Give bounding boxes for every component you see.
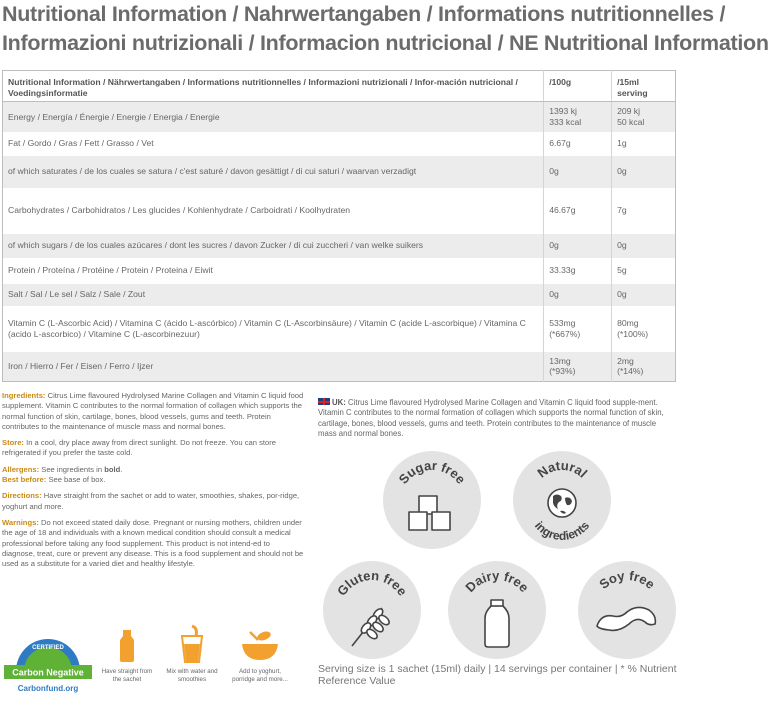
gluten-free-label: Gluten free: [333, 567, 411, 599]
row-per-100g: 0g: [544, 284, 612, 306]
allergens-section: Allergens: See ingredients in bold.: [2, 464, 123, 474]
row-per-100g: [544, 306, 612, 352]
dairy-free-label: Dairy free: [462, 567, 532, 596]
ingredients-text: Citrus Lime flavoured Hydrolysed Marine Collagen and Vitamin C liquid food supplement. Vitamin C contributes to the normal formation of collagen which supports the normal function of skin, cartilage, bones, blood vessels, gums and teeth. Protein contributes to the maintenance of muscle mass and normal bones.: [2, 391, 304, 431]
row-label: of which sugars / de los cuales azúcares / dont les sucres / davon Zucker / di cui zuccheri / van welke suikers: [3, 234, 544, 258]
value-text: 1393 kj 333 kcal: [549, 106, 582, 127]
table-row: [3, 102, 676, 132]
natural-ingredients-icon: [512, 450, 612, 550]
row-per-100g: 0g: [544, 234, 612, 258]
header-per-100g: /100g: [544, 71, 612, 102]
value-text: 13mg (*93%): [549, 355, 576, 377]
dairy-free-badge: [447, 560, 547, 660]
table-row: [3, 258, 676, 284]
row-label: Fat / Gordo / Gras / Fett / Grasso / Vet: [3, 132, 544, 156]
table-row: [3, 188, 676, 234]
row-per-serving: 0g: [612, 156, 676, 188]
ingredients-label: ingredients: [531, 518, 593, 544]
dairy-free-icon: [447, 560, 547, 660]
header-per-serving: /15ml serving: [612, 71, 676, 102]
row-per-serving: [612, 102, 676, 132]
row-per-serving: 0g: [612, 284, 676, 306]
best-before-text: See base of box.: [48, 475, 106, 485]
sugar-free-icon: [382, 450, 482, 550]
row-per-100g: 0g: [544, 156, 612, 188]
header-label: Nutritional Information / Nährwertangaben / Informations nutritionnelles / Informazioni nutrizionali / Infor-mación nutricional / Voedingsinformatie: [3, 71, 544, 102]
row-label: Vitamin C (L-Ascorbic Acid) / Vitamina C (ácido L-ascórbico) / Vitamin C (L-Ascorbinsäure) / Vitamin C (acide L-ascorbique) / Vitamina C (acido L-ascorbico) / Vitamine C (L-ascorbinezuur): [3, 306, 544, 352]
warnings-label: Warnings:: [2, 517, 39, 527]
row-per-serving: [612, 306, 676, 352]
row-per-serving: 5g: [617, 265, 627, 276]
row-label: Energy / Energía / Énergie / Energie / Energia / Energie: [3, 102, 544, 132]
row-per-100g: [544, 352, 612, 382]
directions-label: Directions:: [2, 491, 42, 501]
gluten-free-badge: [322, 560, 422, 660]
glass-caption: Mix with water and smoothies: [166, 668, 218, 683]
soy-free-icon: [577, 560, 677, 660]
title-line-1: Nutritional Information / Nahrwertangaben / Informations nutritionnelles /: [2, 2, 726, 26]
certified-text: CERTIFIED: [32, 645, 64, 651]
row-per-serving: [612, 352, 676, 382]
table-row: [3, 306, 676, 352]
best-before-label: Best before:: [2, 475, 47, 485]
row-per-serving: 1g: [617, 138, 627, 149]
row-label: Carbohydrates / Carbohidratos / Les glucides / Kohlenhydrate / Carboidrati / Koolhydraten: [3, 188, 544, 234]
table-row: [3, 284, 676, 306]
directions-section: [2, 491, 304, 512]
natural-label: Natural: [534, 457, 591, 481]
value-text: 209 kj 50 kcal: [617, 106, 645, 127]
store-section: [2, 438, 304, 459]
uk-flag-icon: [318, 398, 330, 405]
table-row: [3, 234, 676, 258]
product-info-text: [2, 391, 304, 575]
bowl-icon: [240, 628, 280, 662]
row-per-100g: 33.33g: [544, 258, 612, 284]
row-per-100g: 6.67g: [544, 132, 612, 156]
glass-icon: [178, 624, 206, 664]
warnings-text: Do not exceed stated daily dose. Pregnant or nursing mothers, children under the age of 18 and individuals with a known medical condition should consult a medical professional before taking any food supplement. This product is not intend-ed to diagnose, treat, cure or prevent any disease. This is a food supplement and should not be used as a substitute for a varied diet and healthy lifestyle.: [2, 517, 304, 569]
soy-free-label: Soy free: [596, 567, 658, 592]
serving-note: Serving size is 1 sachet (15ml) daily | 14 servings per container | * % Nutrient Reference Value: [318, 663, 677, 687]
best-before-section: [2, 475, 304, 485]
natural-ingredients-badge: [512, 450, 612, 550]
sachet-caption: Have straight from the sachet: [101, 668, 153, 683]
sugar-free-label: Sugar free: [395, 457, 469, 487]
page-title: [0, 0, 769, 58]
ingredients-label: Ingredients:: [2, 391, 46, 400]
store-label: Store:: [2, 438, 24, 448]
sugar-free-badge: [382, 450, 482, 550]
row-per-serving: 7g: [617, 205, 627, 216]
row-per-100g: [544, 102, 612, 132]
uk-text: Citrus Lime flavoured Hydrolysed Marine Collagen and Vitamin C liquid food supple-ment. Vitamin C contributes to the normal formation of collagen which supports the normal function of skin, cartilage, bones, blood vessels, gums and teeth. Protein contributes to the maintenance of muscle mass and normal bones.: [318, 398, 664, 438]
table-header-row: [3, 71, 676, 102]
uk-info-text: [318, 398, 676, 439]
carbon-negative-icon: [2, 625, 94, 697]
soy-free-badge: [577, 560, 677, 660]
store-text: In a cool, dry place away from direct sunlight. Do not freeze. You can store refrigerated if you prefer the taste cold.: [2, 438, 276, 458]
allergens-bold: bold: [104, 464, 121, 474]
row-label: Salt / Sal / Le sel / Salz / Sale / Zout: [3, 284, 544, 306]
carbonfund-text: Carbonfund.org: [17, 684, 79, 693]
table-row: [3, 132, 676, 156]
value-text: 533mg (*667%): [549, 318, 581, 339]
row-per-100g: 46.67g: [544, 188, 612, 234]
table-row: [3, 156, 676, 188]
value-text: 2mg (*14%): [617, 355, 644, 377]
carbon-negative-logo: [2, 625, 94, 702]
row-label: of which saturates / de los cuales se satura / c'est saturé / davon gesättigt / di cui saturi / waarvan verzadigt: [3, 156, 544, 188]
allergens-text: See ingredients in: [41, 464, 103, 474]
allergens-label: Allergens:: [2, 464, 40, 474]
bowl-caption: Add to yoghurt, porridge and more...: [232, 668, 288, 683]
value-text: 80mg (*100%): [617, 318, 649, 339]
row-label: Protein / Proteína / Protéine / Protein / Proteina / Eiwit: [3, 258, 544, 284]
row-per-serving: 0g: [612, 234, 676, 258]
directions-text: Have straight from the sachet or add to water, smoothies, shakes, por-ridge, yoghurt and more.: [2, 491, 300, 511]
nutrition-table: [2, 70, 676, 382]
ingredients-section: [2, 391, 304, 432]
row-label: Iron / Hierro / Fer / Eisen / Ferro / Ijzer: [3, 352, 544, 382]
warnings-section: [2, 518, 304, 569]
title-line-2: Informazioni nutrizionali / Informacion nutricional / NE Nutritional Information: [2, 31, 769, 55]
uk-label: UK:: [332, 398, 346, 407]
carbon-negative-text: Carbon Negative: [12, 667, 84, 678]
sachet-icon: [117, 628, 137, 664]
gluten-free-icon: [322, 560, 422, 660]
table-row: [3, 352, 676, 382]
